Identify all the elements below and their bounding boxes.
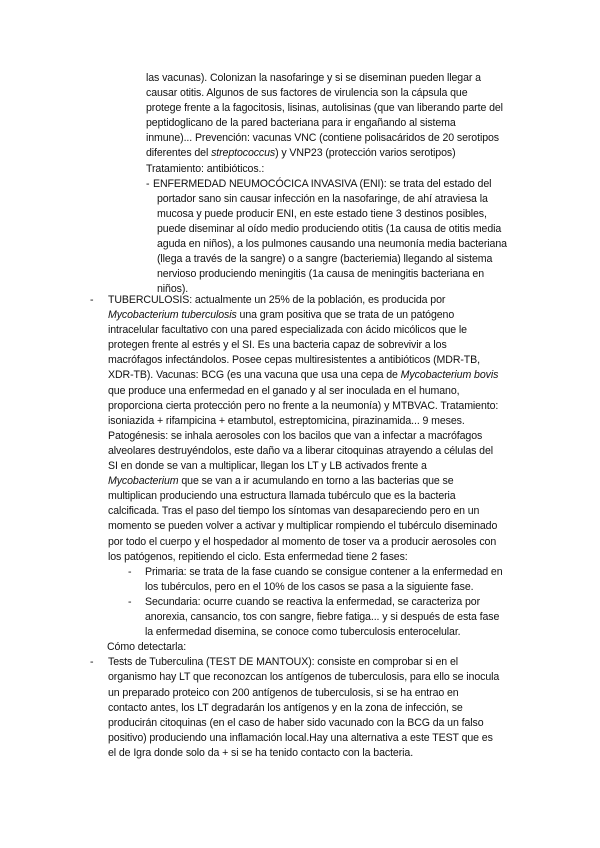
text-line: peptidoglicano de la pared bacteriana para ir engañando al sistema bbox=[146, 117, 456, 130]
text-line: calcificada. Tras el paso del tiempo los síntomas van desapareciendo pero en un bbox=[108, 505, 480, 518]
text-line: intracelular facultativo con una pared especializada con ácido micólicos que le bbox=[108, 324, 467, 337]
text-line: momento se pueden volver a activar y multiplicar rompiendo el tubérculo diseminado bbox=[108, 520, 498, 533]
text-line: TUBERCULOSIS: actualmente un 25% de la población, es producida por bbox=[108, 294, 446, 306]
mantoux-item bbox=[108, 655, 499, 761]
text-line: los tubérculos, pero en el 10% de los casos se pasa a la siguiente fase. bbox=[145, 580, 474, 593]
text-line: Cómo detectarla: bbox=[107, 641, 187, 654]
text-line: proporciona cierta protección pero no frente a la neumonía) y MTBVAC. Tratamiento: bbox=[108, 399, 499, 412]
text-line: SI en donde se van a multiplicar, llegan los LT y LB activados frente a bbox=[108, 460, 427, 473]
text-line: nervioso produciendo meningitis (1a causa de meningitis bacteriana en bbox=[157, 268, 485, 281]
bullet-dash: - bbox=[146, 177, 150, 190]
text-line: protegen frente al estrés y el SI. Es una bacteria capaz de sobrevivir a los bbox=[108, 339, 447, 352]
text-line: portador sano sin causar infección en la nasofaringe, de ahí atraviesa la bbox=[157, 192, 488, 205]
pneumococcus-continuation bbox=[146, 71, 503, 177]
text-line: la enfermedad disemina, se conoce como tuberculosis enterocelular. bbox=[145, 626, 461, 639]
text-line bbox=[146, 146, 503, 161]
text-line: (llega a través de la sangre) o a sangre (bacteriemia) llegando al sistema bbox=[157, 253, 493, 266]
text-line: mucosa y puede producir ENI, en este estado tiene 3 destinos posibles, bbox=[157, 207, 487, 220]
text-line: inmune)... Prevención: vacunas VNC (contiene polisacáridos de 20 serotipos bbox=[146, 132, 499, 145]
tuberculosis-item bbox=[108, 293, 498, 565]
text-line: causar otitis. Algunos de sus factores de virulencia son la cápsula que bbox=[146, 87, 468, 100]
text-line: Tratamiento: antibióticos.: bbox=[146, 162, 265, 175]
text-line: Secundaria: ocurre cuando se reactiva la enfermedad, se caracteriza por bbox=[145, 596, 481, 608]
text-line: un preparado proteico con 200 antígenos de tuberculosis, si se ha entrao en bbox=[108, 686, 459, 699]
italic-term: Mycobacterium bbox=[108, 475, 179, 488]
text-line: el de Igra donde solo da + si se ha tenido contacto con la bacteria. bbox=[108, 746, 414, 759]
text-line: Patogénesis: se inhala aerosoles con los bacilos que van a infectar a macrófagos bbox=[108, 429, 483, 442]
text-line: macrófagos infectándolos. Posee cepas multiresistentes a antibióticos (MDR-TB, bbox=[108, 354, 480, 367]
text-line: que produce una enfermedad en el ganado y al ser inoculada en el humano, bbox=[108, 384, 460, 397]
text-line: alveolares destruyéndolos, este daño va a liberar citoquinas atrayendo a células del bbox=[108, 444, 493, 457]
bullet-dash: - bbox=[90, 656, 94, 669]
text-line bbox=[108, 474, 498, 489]
text-line: Primaria: se trata de la fase cuando se consigue contener a la enfermedad en bbox=[145, 565, 503, 578]
text-line bbox=[108, 308, 498, 323]
text-line: positivo) produciendo una inflamación local.Hay una alternativa a este TEST que es bbox=[108, 731, 493, 744]
text-line: las vacunas). Colonizan la nasofaringe y si se diseminan pueden llegar a bbox=[146, 72, 481, 84]
italic-term: Mycobacterium bovis bbox=[400, 369, 499, 382]
italic-term: Mycobacterium tuberculosis bbox=[108, 309, 237, 322]
phase-secondary bbox=[145, 595, 499, 640]
text-line: Tests de Tuberculina (TEST DE MANTOUX): consiste en comprobar si en el bbox=[108, 656, 458, 669]
text-line: puede diseminar al oído medio produciendo otitis (1a causa de otitis media bbox=[157, 222, 502, 235]
text-run: diferentes del bbox=[146, 147, 212, 160]
text-line: organismo hay LT que reconozcan los antígenos de tuberculosis, para ello se inocula bbox=[108, 671, 500, 684]
italic-term: streptococcus bbox=[211, 147, 276, 160]
phase-primary bbox=[145, 565, 503, 595]
text-run: una gram positiva que se trata de un patógeno bbox=[236, 309, 455, 322]
text-run: ) y VNP23 (protección varios serotipos) bbox=[275, 147, 456, 160]
eni-item bbox=[153, 177, 507, 298]
text-line: niños). bbox=[157, 283, 189, 296]
text-line: protege frente a la fagocitosis, lisinas, autolisinas (que van liberando parte del bbox=[146, 102, 503, 115]
text-line: anorexia, cansancio, tos con sangre, fiebre fatiga... y si después de esta fase bbox=[145, 611, 500, 624]
text-run: XDR-TB). Vacunas: BCG (es una vacuna que usa una cepa de bbox=[108, 369, 401, 382]
text-line: producirán citoquinas (en el caso de haber sido vacunado con la BCG da un falso bbox=[108, 716, 484, 729]
bullet-dash: - bbox=[128, 565, 132, 578]
text-line: por todo el cuerpo y el hospedador al momento de toser va a producir aerosoles con bbox=[108, 535, 497, 548]
text-line: contacto antes, los LT degradarán los antígenos y en la zona de infección, se bbox=[108, 701, 463, 714]
text-line: multiplican produciendo una estructura llamada tubérculo que es la bacteria bbox=[108, 490, 456, 503]
detection-heading bbox=[107, 640, 186, 655]
text-run: que se van a ir acumulando en torno a las bacterias que se bbox=[178, 475, 454, 488]
text-line: isoniazida + rifampicina + etambutol, estreptomicina, pirazinamida... 9 meses. bbox=[108, 414, 465, 427]
bullet-dash: - bbox=[128, 596, 132, 608]
text-line: aguda en niños), a los pulmones causando una neumonía media bacteriana bbox=[157, 238, 507, 251]
text-line bbox=[108, 368, 498, 383]
bullet-dash: - bbox=[90, 294, 94, 306]
text-line: los patógenos, repitiendo el ciclo. Esta enfermedad tiene 2 fases: bbox=[108, 550, 408, 563]
text-line: ENFERMEDAD NEUMOCÓCICA INVASIVA (ENI): se trata del estado del bbox=[153, 177, 492, 190]
